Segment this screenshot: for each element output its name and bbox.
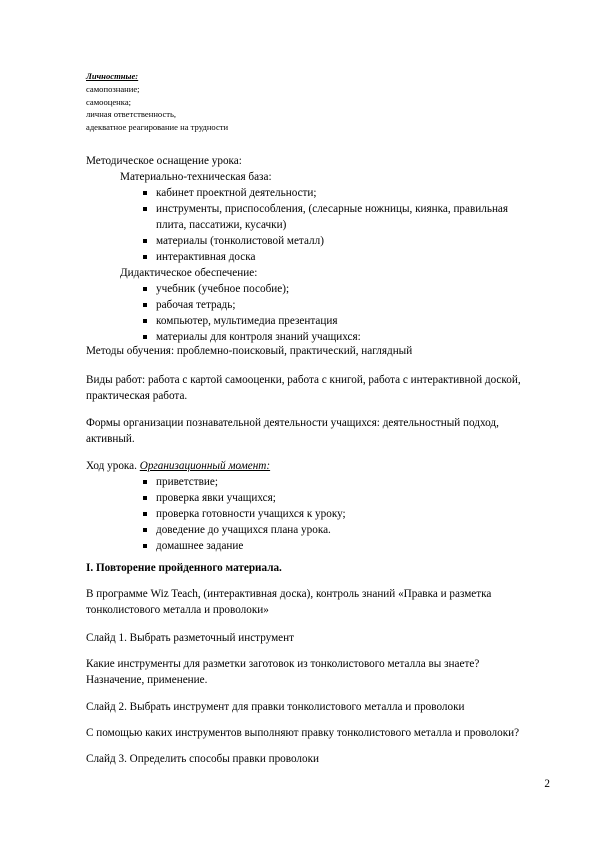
slide-1-paragraph: Слайд 1. Выбрать разметочный инструмент [86,632,295,644]
list-item: проверка готовности учащихся к уроку; [86,506,535,522]
methodical-title: Методическое оснащение урока: [86,155,242,167]
list-item: проверка явки учащихся; [86,490,535,506]
list-item: учебник (учебное пособие); [86,281,535,297]
teaching-methods-paragraph: Методы обучения: проблемно-поисковый, практический, наглядный [86,345,413,357]
question-1-paragraph: Какие инструменты для разметки заготовок из тонколистового металла вы знаете? Назначение, применение. [86,658,480,686]
personal-item: самооценка; [86,96,132,107]
list-item: рабочая тетрадь; [86,297,535,313]
org-moment-list [86,474,535,554]
personal-item: самопознание; [86,83,140,94]
didactic-heading: Дидактическое обеспечение: [120,267,258,279]
list-item: домашнее задание [86,538,535,554]
list-item: интерактивная доска [86,249,535,265]
list-item: компьютер, мультимедиа презентация [86,313,535,329]
lesson-prefix: Ход урока. [86,460,137,472]
activity-forms-paragraph: Формы организации познавательной деятельности учащихся: деятельностный подход, активный. [86,417,499,445]
page-number: 2 [544,778,550,790]
list-item: доведение до учащихся плана урока. [86,522,535,538]
list-item: приветствие; [86,474,535,490]
material-base-list [86,185,535,265]
slide-2-paragraph: Слайд 2. Выбрать инструмент для правки тонколистового металла и проволоки [86,701,465,713]
lesson-progress-block [86,458,535,554]
didactic-list [86,281,535,345]
question-2-paragraph: С помощью каких инструментов выполняют правку тонколистового металла и проволоки? [86,727,520,739]
list-item: материалы для контроля знаний учащихся: [86,329,535,345]
personal-item: адекватное реагирование на трудности [86,122,229,133]
list-item: материалы (тонколистовой металл) [86,233,535,249]
section-heading: I. Повторение пройденного материала. [86,562,282,574]
wiz-teach-paragraph: В программе Wiz Teach, (интерактивная доска), контроль знаний «Правка и разметка тонколистового металла и проволоки» [86,588,492,616]
material-base-heading: Материально-техническая база: [120,171,272,183]
slide-3-paragraph: Слайд 3. Определить способы правки проволоки [86,753,320,765]
personal-results-block [86,70,535,134]
personal-item: личная ответственность, [86,109,177,120]
personal-heading: Личностные: [86,71,139,81]
work-types-paragraph: Виды работ: работа с картой самооценки, работа с книгой, работа с интерактивной доской, практическая работа. [86,374,521,402]
list-item: инструменты, приспособления, (слесарные ножницы, киянка, правильная плита, пассатижи, кусачки) [86,201,535,233]
org-moment-label: Организационный момент: [139,460,271,472]
methodical-equipment-block [86,153,535,345]
list-item: кабинет проектной деятельности; [86,185,535,201]
lesson-heading [86,458,535,474]
